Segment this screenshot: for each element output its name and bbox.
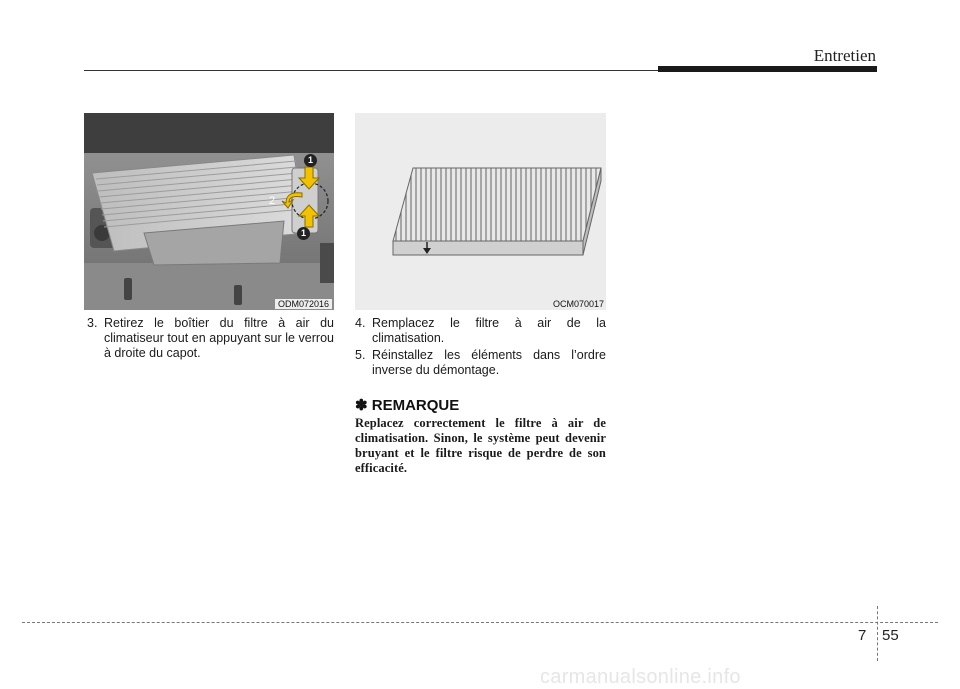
note-body: Replacez correctement le filtre à air de climatisation. Sinon, le système peut devenir bruyant et le filtre risque de perdre de son efficacité. (355, 416, 606, 475)
header-rule-thick (658, 66, 877, 72)
callout-2: 2 (269, 195, 276, 207)
page-number: 55 (882, 627, 899, 644)
watermark: carmanualsonline.info (540, 666, 741, 688)
figure-filter-housing (84, 113, 334, 310)
step-5 (355, 348, 606, 378)
header-rule-thin (84, 70, 660, 71)
step-number: 4. (355, 316, 366, 330)
step-4 (355, 316, 606, 346)
step-text: Réinstallez les éléments dans l’ordre inverse du démontage. (372, 348, 606, 377)
figure-air-filter (355, 113, 606, 310)
callout-1-top: 1 (304, 154, 317, 167)
arrow-down-icon (296, 165, 322, 191)
note-heading: ✽ REMARQUE (355, 397, 460, 414)
step-text: Retirez le boîtier du filtre à air du climatiseur tout en appuyant sur le verrou à droite du capot. (104, 316, 334, 360)
step-3 (87, 316, 334, 361)
section-title: Entretien (813, 46, 876, 65)
footer-dashed-rule (22, 622, 938, 623)
chapter-number: 7 (858, 627, 867, 644)
callout-1-bottom: 1 (297, 227, 310, 240)
arrow-curved-icon (280, 189, 304, 209)
step-number: 5. (355, 348, 366, 362)
figure-code: OCM070017 (552, 299, 604, 309)
footer-vertical-divider (877, 606, 878, 661)
step-number: 3. (87, 316, 98, 330)
figure-code: ODM072016 (275, 299, 332, 309)
step-text: Remplacez le filtre à air de la climatisation. (372, 316, 606, 345)
air-filter-illustration (355, 113, 606, 310)
